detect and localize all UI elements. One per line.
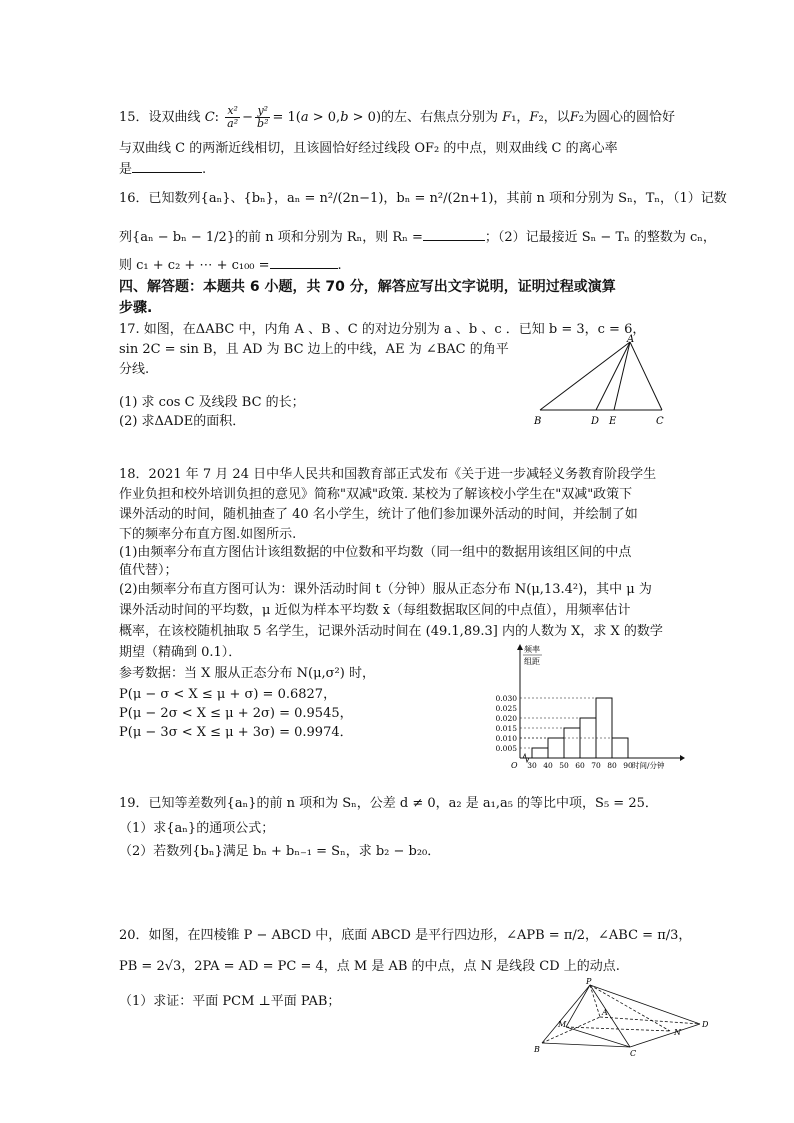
q15-line1: 15．设双曲线 C: $\frac{\text{x²}}{\text{a²}}$ − $\frac{\text{y²}}{\text{b²}}$ = 1(a > 0,b > 0)的左、右焦点分别为 F₁，F₂，以F₂为圆心的圆恰好 [119, 104, 675, 130]
q19-part2: （2）若数列{bₙ}满足 bₙ + bₙ₋₁ = Sₙ，求 b₂ − b₂₀． [119, 844, 441, 859]
label-B: B [534, 1045, 540, 1054]
label-C: C [656, 416, 664, 427]
label-M: M [558, 1020, 567, 1029]
x-tick-label: 70 [591, 761, 601, 770]
q17-line2: sin 2C = sin B，且 AD 为 BC 边上的中线，AE 为 ∠BAC 的角平 [119, 342, 509, 357]
histogram-bar [532, 748, 548, 758]
q17-line1: 17. 如图，在ΔABC 中，内角 A 、B 、C 的对边分别为 a 、b 、c ．已知 b = 3，c = 6， [119, 322, 646, 337]
q18-p1b: 值代替）； [119, 563, 178, 578]
x-axis-arrow [680, 755, 685, 761]
q18-ref1: P(μ − σ < X ≤ μ + σ) = 0.6827， [119, 687, 337, 702]
y-tick-label: 0.015 [495, 724, 517, 733]
label-C: C [630, 1049, 637, 1058]
q18-line3: 课外活动的时间，随机抽查了 40 名小学生，统计了他们参加课外活动的时间，并绘制了如 [119, 507, 638, 522]
q15-line2: 与双曲线 C 的两渐近线相切，且该圆恰好经过线段 OF₂ 的中点，则双曲线 C 的离心率 [119, 141, 618, 156]
q16-line2: 列{aₙ − bₙ − 1/2}的前 n 项和分别为 Rₙ，则 Rₙ = ；（2）记最接近 Sₙ − Tₙ 的整数为 cₙ， [119, 230, 716, 245]
x-tick-label: 80 [607, 761, 617, 770]
histogram-bar [596, 698, 612, 758]
q18-p2c: 概率，在该校随机抽取 5 名学生，记课外活动时间在 (49.1,89.3] 内的人数为 X，求 X 的数学 [119, 624, 663, 639]
q18-p2b: 课外活动时间的平均数，μ 近似为样本平均数 x̄（每组数据取区间的中点值），用频率估计 [119, 603, 631, 618]
q18-p1a: (1)由频率分布直方图估计该组数据的中位数和平均数（同一组中的数据用该组区间的中点 [119, 545, 632, 560]
q20-pyramid-figure [530, 975, 715, 1060]
y-tick-label: 0.025 [495, 704, 517, 713]
q17-part1: (1) 求 cos C 及线段 BC 的长； [119, 395, 305, 410]
y-label-bottom: 组距 [524, 657, 540, 666]
label-P: P [586, 977, 592, 986]
label-A: A [627, 334, 635, 345]
q17-line3: 分线. [119, 362, 150, 377]
q17-part2: (2) 求ΔADE的面积． [119, 414, 246, 429]
frequency-histogram [480, 640, 690, 780]
x-tick-label: 40 [543, 761, 553, 770]
q20-line1: 20．如图，在四棱锥 P − ABCD 中，底面 ABCD 是平行四边形，∠APB = π/2，∠ABC = π/3， [119, 928, 692, 943]
q17-triangle-figure [530, 334, 670, 430]
y-axis-arrow [517, 644, 523, 650]
y-tick-label: 0.020 [495, 714, 517, 723]
q18-ref-title: 参考数据：当 X 服从正态分布 N(μ,σ²) 时， [119, 666, 375, 681]
y-tick-label: 0.010 [495, 734, 517, 743]
x-axis-label: 时间/分钟 [632, 761, 665, 770]
q18-line4: 下的频率分布直方图.如图所示. [119, 527, 297, 542]
label-N: N [674, 1028, 681, 1037]
label-D: D [591, 416, 600, 427]
q18-ref2: P(μ − 2σ < X ≤ μ + 2σ) = 0.9545， [119, 706, 353, 721]
x-tick-label: 30 [527, 761, 537, 770]
histogram-bar [548, 738, 564, 758]
histogram-bar [612, 738, 628, 758]
q16-line1: 16．已知数列{aₙ}、{bₙ}，aₙ = n²/(2n−1)，bₙ = n²/(2n+1)，其前 n 项和分别为 Sₙ，Tₙ，（1）记数 [119, 191, 727, 206]
label-E: E [609, 416, 617, 427]
q18-p2d: 期望（精确到 0.1）． [119, 645, 242, 660]
y-tick-label: 0.005 [495, 744, 517, 753]
label-B: B [534, 416, 542, 427]
q19-line1: 19．已知等差数列{aₙ}的前 n 项和为 Sₙ，公差 d ≠ 0，a₂ 是 a₁,a₅ 的等比中项，S₅ = 25． [119, 796, 658, 811]
x-tick-label: 50 [559, 761, 569, 770]
histogram-bar [564, 728, 580, 758]
q16-line3: 则 c₁ + c₂ + ⋯ + c₁₀₀ = . [119, 258, 342, 273]
origin-label: O [511, 761, 518, 770]
q19-part1: （1）求{aₙ}的通项公式； [119, 821, 275, 836]
x-tick-label: 60 [575, 761, 585, 770]
q15-line3: 是 . [119, 162, 207, 177]
q20-part1: （1）求证：平面 PCM ⊥平面 PAB； [119, 994, 341, 1009]
q18-line1: 18．2021 年 7 月 24 日中华人民共和国教育部正式发布《关于进一步减轻义务教育阶段学生 [119, 467, 657, 482]
q18-ref3: P(μ − 3σ < X ≤ μ + 3σ) = 0.9974． [119, 725, 353, 740]
y-tick-label: 0.030 [495, 694, 517, 703]
section4-heading-line2: 步骤. [119, 300, 153, 316]
label-A: A [602, 1008, 608, 1017]
section4-heading-line1: 四、解答题：本题共 6 小题，共 70 分，解答应写出文字说明，证明过程或演算 [119, 279, 616, 295]
y-label-top: 频率 [524, 645, 540, 654]
label-D: D [702, 1020, 709, 1029]
q20-line2: PB = 2√3，2PA = AD = PC = 4，点 M 是 AB 的中点，点 N 是线段 CD 上的动点. [119, 959, 620, 974]
x-tick-label: 90 [623, 761, 633, 770]
q18-line2: 作业负担和校外培训负担的意见》简称"双减"政策. 某校为了解该校小学生在"双减"政策下 [119, 487, 633, 502]
q18-p2a: (2)由频率分布直方图可认为：课外活动时间 t（分钟）服从正态分布 N(μ,13.4²)，其中 μ 为 [119, 582, 652, 597]
